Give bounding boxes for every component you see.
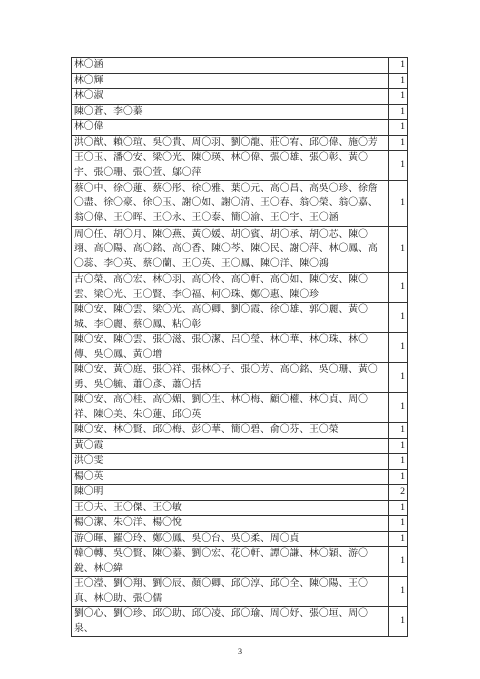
count-cell: 1 [388, 547, 407, 577]
names-cell: 陳〇安、林〇賢、邱〇梅、彭〇華、簡〇碧、俞〇芬、王〇榮 [72, 423, 389, 439]
table-row [72, 363, 408, 393]
count-cell: 1 [388, 469, 407, 485]
names-cell: 王〇夫、王〇傑、王〇敏 [72, 500, 389, 516]
count-cell: 1 [388, 273, 407, 303]
table-row [72, 273, 408, 303]
table-row [72, 516, 408, 532]
count-cell: 1 [388, 454, 407, 470]
count-cell: 1 [388, 303, 407, 333]
names-cell: 陳〇明 [72, 485, 389, 501]
names-cell: 陳〇安、陳〇雲、張〇滋、張〇潔、呂〇瑩、林〇華、林〇珠、林〇傳、吳〇鳳、黃〇增 [72, 333, 389, 363]
page-number: 3 [238, 647, 242, 656]
count-cell: 1 [388, 516, 407, 532]
count-cell: 1 [388, 438, 407, 454]
table-row [72, 454, 408, 470]
names-cell: 陳〇安、陳〇雲、梁〇光、高〇卿、劉〇霞、徐〇雄、郭〇麗、黃〇城、李〇麗、蔡〇鳳、粘〇彰 [72, 303, 389, 333]
count-cell: 1 [388, 531, 407, 547]
count-cell: 1 [388, 120, 407, 136]
count-cell: 1 [388, 333, 407, 363]
names-cell: 洪〇猷、賴〇瑄、吳〇貴、周〇羽、劉〇龍、莊〇宥、邱〇偉、施〇芳 [72, 135, 389, 151]
names-cell: 韓〇轉、吳〇賢、陳〇蓁、劉〇宏、花〇軒、譚〇謙、林〇穎、游〇銳、林〇緯 [72, 547, 389, 577]
count-cell: 1 [388, 135, 407, 151]
table-row [72, 438, 408, 454]
table-row [72, 423, 408, 439]
table-row [72, 485, 408, 501]
table-row [72, 120, 408, 136]
table-row [72, 151, 408, 181]
names-cell: 陳〇蒼、李〇蓁 [72, 104, 389, 120]
names-cell: 林〇涵 [72, 58, 389, 74]
names-cell: 林〇偉 [72, 120, 389, 136]
names-cell: 王〇瀅、劉〇翔、劉〇辰、顏〇卿、邱〇淳、邱〇全、陳〇陽、王〇真、林〇助、張〇儒 [72, 577, 389, 607]
count-cell: 1 [388, 577, 407, 607]
count-cell: 1 [388, 500, 407, 516]
table-row [72, 547, 408, 577]
count-cell: 1 [388, 227, 407, 273]
count-cell: 1 [388, 423, 407, 439]
table-row [72, 500, 408, 516]
count-cell: 1 [388, 393, 407, 423]
table-row [72, 531, 408, 547]
table-row [72, 577, 408, 607]
count-cell: 1 [388, 181, 407, 227]
names-cell: 楊〇潔、朱〇洋、楊〇悅 [72, 516, 389, 532]
count-cell: 1 [388, 58, 407, 74]
names-cell: 蔡〇中、徐〇蓮、蔡〇彤、徐〇雅、葉〇元、高〇昌、高吳〇珍、徐詹〇盡、徐〇豪、徐〇玉、謝〇如、謝〇清、王〇春、翁〇榮、翁〇嘉、翁〇偉、王〇晖、王〇永、王〇泰、簡〇渝、王〇宇、王〇涵 [72, 181, 389, 227]
count-cell: 1 [388, 151, 407, 181]
table-row [72, 303, 408, 333]
names-cell: 林〇淑 [72, 89, 389, 105]
table-row [72, 104, 408, 120]
names-cell: 陳〇安、高〇桂、高〇媚、劉〇生、林〇梅、顧〇權、林〇貞、周〇祥、陳〇美、朱〇蓮、邱〇英 [72, 393, 389, 423]
names-cell: 黃〇霞 [72, 438, 389, 454]
names-cell: 楊〇英 [72, 469, 389, 485]
names-cell: 古〇榮、高〇宏、林〇羽、高〇伶、高〇軒、高〇如、陳〇安、陳〇雲、梁〇光、王〇賢、李〇福、柯〇珠、鄭〇惠、陳〇珍 [72, 273, 389, 303]
table-row [72, 469, 408, 485]
table-row [72, 607, 408, 637]
count-cell: 1 [388, 363, 407, 393]
table-row [72, 393, 408, 423]
names-cell: 游〇暉、羅〇玲、鄭〇鳳、吳〇台、吳〇柔、周〇貞 [72, 531, 389, 547]
names-cell: 林〇輝 [72, 73, 389, 89]
table-row [72, 333, 408, 363]
table-row [72, 135, 408, 151]
names-table [71, 57, 408, 637]
names-cell: 王〇玉、潘〇安、梁〇光、陳〇瑛、林〇偉、張〇雄、張〇彰、黃〇宇、張〇珊、張〇萱、鄔〇萍 [72, 151, 389, 181]
count-cell: 1 [388, 73, 407, 89]
count-cell: 1 [388, 607, 407, 637]
table-row [72, 58, 408, 74]
count-cell: 1 [388, 104, 407, 120]
table-row [72, 73, 408, 89]
names-cell: 洪〇雯 [72, 454, 389, 470]
count-cell: 1 [388, 89, 407, 105]
names-table-body [72, 58, 408, 637]
table-row [72, 227, 408, 273]
table-row [72, 181, 408, 227]
names-cell: 陳〇安、黃〇庭、張〇祥、張林〇子、張〇芳、高〇銘、吳〇珊、黃〇勇、吳〇毓、蕭〇彥、蕭〇括 [72, 363, 389, 393]
table-row [72, 89, 408, 105]
names-cell: 劉〇心、劉〇珍、邱〇助、邱〇凌、邱〇瑜、周〇妤、張〇垣、周〇泉、 [72, 607, 389, 637]
count-cell: 2 [388, 485, 407, 501]
names-cell: 周〇任、胡〇月、陳〇燕、黃〇媛、胡〇賓、胡〇承、胡〇芯、陳〇翊、高〇陽、高〇銘、高〇香、陳〇芩、陳〇民、謝〇萍、林〇鳳、高〇蕊、李〇英、蔡〇蘭、王〇英、王〇鳳、陳〇洋、陳〇鴻 [72, 227, 389, 273]
